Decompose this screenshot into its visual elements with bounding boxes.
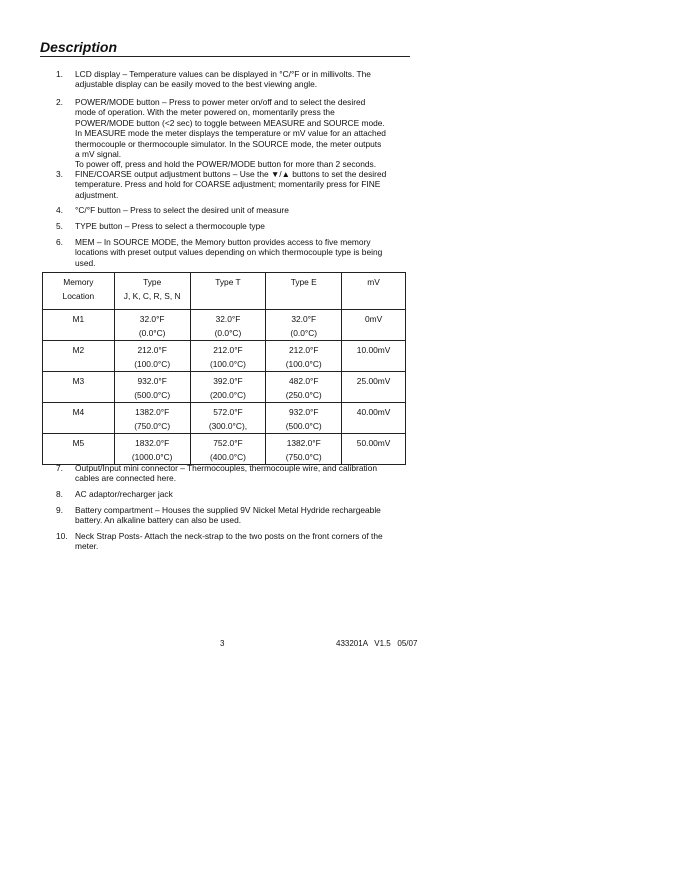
cell-text: 25.00mV <box>356 376 391 386</box>
cell-text: 40.00mV <box>356 407 391 417</box>
cell-text: (250.0°C) <box>285 390 322 400</box>
table-cell <box>190 310 266 341</box>
list-item-number: 4. <box>56 205 63 215</box>
list-item-number: 8. <box>56 489 63 499</box>
table-cell <box>43 434 115 465</box>
cell-text: (100.0°C) <box>134 359 171 369</box>
list-item-text <box>75 531 411 552</box>
list-item-text <box>75 97 411 170</box>
table-row <box>43 341 406 372</box>
text-line: adjustment. <box>75 189 119 200</box>
text-line: MEM – In SOURCE MODE, the Memory button provides access to five memory <box>75 237 371 247</box>
list-item-number: 9. <box>56 505 63 515</box>
table-cell <box>342 341 406 372</box>
cell-text: (400.0°C) <box>209 452 246 462</box>
table-cell <box>43 403 115 434</box>
cell-text: M3 <box>72 376 85 386</box>
cell-text: (300.0°C), <box>208 421 248 431</box>
text-line: temperature. Press and hold for COARSE adjustment; momentarily press for FINE <box>75 179 381 190</box>
cell-text: (0.0°C) <box>290 328 318 338</box>
cell-text: (200.0°C) <box>209 390 246 400</box>
cell-text: J, K, C, R, S, N <box>123 291 181 301</box>
cell-text: mV <box>367 277 380 287</box>
cell-text: (750.0°C) <box>285 452 322 462</box>
cell-text: 932.0°F <box>289 407 319 417</box>
text-line: To power off, press and hold the POWER/MODE button for more than 2 seconds. <box>75 159 377 170</box>
list-item-number: 10. <box>56 531 68 541</box>
cell-text: 32.0°F <box>215 314 241 324</box>
table-cell <box>266 403 342 434</box>
text-line: mode of operation. With the meter powered on, momentarily press the <box>75 107 335 118</box>
list-item-number: 1. <box>56 69 63 79</box>
cell-text: (0.0°C) <box>138 328 166 338</box>
cell-text: 482.0°F <box>289 376 319 386</box>
table-cell <box>114 310 190 341</box>
table-cell <box>266 434 342 465</box>
cell-text: 1832.0°F <box>135 438 170 448</box>
cell-text: M5 <box>72 438 85 448</box>
table-cell <box>342 403 406 434</box>
text-line: meter. <box>75 541 99 552</box>
text-line: °C/°F button – Press to select the desired unit of measure <box>75 205 289 215</box>
list-item-number: 5. <box>56 221 63 231</box>
table-cell <box>114 403 190 434</box>
table-cell <box>266 273 342 310</box>
list-item-text <box>75 205 411 215</box>
table-cell <box>266 372 342 403</box>
text-line: adjustable display can be easily moved to the best viewing angle. <box>75 79 318 90</box>
table-header-row <box>43 273 406 310</box>
list-item-number: 7. <box>56 463 63 473</box>
table-cell <box>114 434 190 465</box>
page-number: 3 <box>220 639 225 648</box>
cell-text: 1382.0°F <box>135 407 170 417</box>
cell-text: Memory <box>63 277 94 287</box>
list-item-text <box>75 169 411 200</box>
table-cell <box>266 310 342 341</box>
table-cell <box>266 341 342 372</box>
table-row <box>43 310 406 341</box>
cell-text: (750.0°C) <box>134 421 171 431</box>
cell-text: (500.0°C) <box>134 390 171 400</box>
list-item-text <box>75 69 411 90</box>
table-cell <box>342 434 406 465</box>
cell-text: Type E <box>290 277 317 287</box>
table-cell <box>114 273 190 310</box>
table-cell <box>114 372 190 403</box>
text-line: Battery compartment – Houses the supplied 9V Nickel Metal Hydride rechargeable <box>75 505 381 515</box>
list-item-number: 6. <box>56 237 63 247</box>
page-heading: Description <box>40 39 410 57</box>
text-line: FINE/COARSE output adjustment buttons – Use the ▼/▲ buttons to set the desired <box>75 169 387 179</box>
text-line: cables are connected here. <box>75 473 177 484</box>
table-row <box>43 434 406 465</box>
cell-text: 10.00mV <box>356 345 391 355</box>
table-cell <box>190 403 266 434</box>
cell-text: 212.0°F <box>137 345 167 355</box>
list-item-text <box>75 505 411 526</box>
cell-text: M1 <box>72 314 85 324</box>
table-cell <box>190 434 266 465</box>
cell-text: (500.0°C) <box>285 421 322 431</box>
cell-text: 32.0°F <box>291 314 317 324</box>
text-line: LCD display – Temperature values can be displayed in °C/°F or in millivolts. The <box>75 69 371 79</box>
table-cell <box>43 341 115 372</box>
cell-text: 32.0°F <box>139 314 165 324</box>
cell-text: 572.0°F <box>213 407 243 417</box>
cell-text: (100.0°C) <box>209 359 246 369</box>
table-cell <box>342 372 406 403</box>
text-line: Neck Strap Posts- Attach the neck-strap to the two posts on the front corners of the <box>75 531 383 541</box>
text-line: thermocouple or thermocouple simulator. In the SOURCE mode, the meter outputs <box>75 138 382 149</box>
cell-text: Location <box>62 291 95 301</box>
cell-text: Type T <box>215 277 241 287</box>
table-cell <box>43 372 115 403</box>
cell-text: 212.0°F <box>289 345 319 355</box>
table-row <box>43 403 406 434</box>
table-cell <box>342 310 406 341</box>
text-line: TYPE button – Press to select a thermocouple type <box>75 221 265 231</box>
table-cell <box>190 273 266 310</box>
document-code: 433201A V1.5 05/07 <box>336 639 418 648</box>
cell-text: 212.0°F <box>213 345 243 355</box>
text-line: AC adaptor/recharger jack <box>75 489 173 499</box>
cell-text: M2 <box>72 345 85 355</box>
memory-table <box>42 272 406 465</box>
text-line: POWER/MODE button (<2 sec) to toggle between MEASURE and SOURCE mode. <box>75 117 385 128</box>
cell-text: (1000.0°C) <box>131 452 173 462</box>
cell-text: M4 <box>72 407 85 417</box>
list-item-number: 2. <box>56 97 63 107</box>
text-line: locations with preset output values depending on which thermocouple type is being <box>75 247 383 258</box>
cell-text: 50.00mV <box>356 438 391 448</box>
text-line: POWER/MODE button – Press to power meter on/off and to select the desired <box>75 97 366 107</box>
text-line: Output/Input mini connector – Thermocouples, thermocouple wire, and calibration <box>75 463 377 473</box>
list-item-text <box>75 489 411 499</box>
cell-text: (0.0°C) <box>214 328 242 338</box>
table-cell <box>342 273 406 310</box>
table-row <box>43 372 406 403</box>
text-line: a mV signal. <box>75 149 122 160</box>
cell-text: 932.0°F <box>137 376 167 386</box>
table-cell <box>43 273 115 310</box>
table-cell <box>190 341 266 372</box>
cell-text: 0mV <box>364 314 383 324</box>
table-cell <box>43 310 115 341</box>
cell-text: (100.0°C) <box>285 359 322 369</box>
cell-text: 392.0°F <box>213 376 243 386</box>
text-line: In MEASURE mode the meter displays the temperature or mV value for an attached <box>75 128 386 139</box>
cell-text: 1382.0°F <box>286 438 321 448</box>
text-line: battery. An alkaline battery can also be used. <box>75 515 242 526</box>
list-item-text <box>75 463 411 484</box>
table-cell <box>114 341 190 372</box>
list-item-text <box>75 221 411 231</box>
list-item-text <box>75 237 411 268</box>
text-line: used. <box>75 257 96 268</box>
table-cell <box>190 372 266 403</box>
list-item-number: 3. <box>56 169 63 179</box>
cell-text: Type <box>143 277 162 287</box>
cell-text: 752.0°F <box>213 438 243 448</box>
